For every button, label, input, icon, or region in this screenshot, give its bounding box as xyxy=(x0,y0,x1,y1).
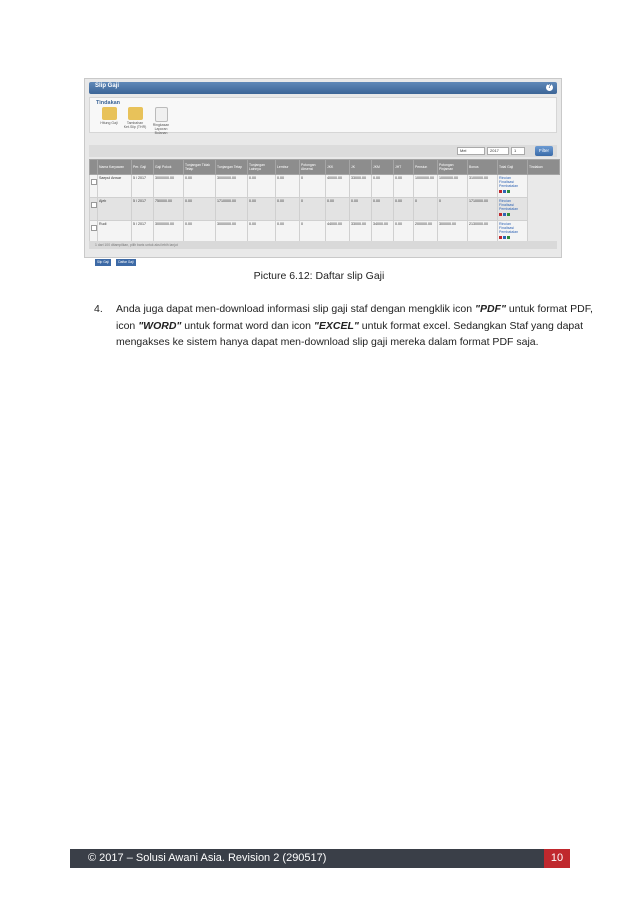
row-actions-cell xyxy=(498,175,528,198)
table-cell: 1710000.00 xyxy=(468,198,498,221)
help-icon[interactable]: ? xyxy=(547,84,552,90)
table-cell: 0.00 xyxy=(372,198,394,221)
table-cell: 0.00 xyxy=(394,221,414,244)
year-select[interactable]: 2017 xyxy=(487,147,509,155)
table-cell: 3100000.00 xyxy=(468,175,498,198)
table-cell: 3000000.00 xyxy=(216,175,248,198)
table-cell: 1000000.00 xyxy=(414,175,438,198)
tab-daftar-gaji[interactable]: Daftar Gaji xyxy=(118,260,134,264)
column-header[interactable]: Tindakan xyxy=(528,160,560,175)
row-action-link[interactable]: Rincian xyxy=(499,199,511,203)
row-action-link[interactable]: Pembatalan xyxy=(499,207,519,212)
pdf-icon[interactable] xyxy=(499,190,502,193)
excel-icon[interactable] xyxy=(507,236,510,239)
filter-toolbar xyxy=(89,145,557,157)
filter-button[interactable]: Filter xyxy=(535,146,553,156)
word-icon[interactable] xyxy=(503,236,506,239)
pdf-icon[interactable] xyxy=(499,213,502,216)
page-number: 10 xyxy=(544,849,570,868)
row-action-link[interactable]: Pembatalan xyxy=(499,184,519,189)
pdf-keyword: "PDF" xyxy=(474,303,506,315)
column-header[interactable]: Tunjangan Tidak Tetap xyxy=(184,160,216,175)
table-cell: 5 / 2017 xyxy=(132,221,154,244)
table-cell: 5 / 2017 xyxy=(132,175,154,198)
table-cell: 0 xyxy=(300,221,326,244)
word-icon[interactable] xyxy=(503,190,506,193)
column-header[interactable]: JHT xyxy=(394,160,414,175)
instruction-paragraph xyxy=(94,301,594,351)
table-cell: 0.00 xyxy=(276,175,300,198)
excel-icon[interactable] xyxy=(507,190,510,193)
figure-caption: Picture 6.12: Daftar slip Gaji xyxy=(253,270,385,282)
table-cell: 0.00 xyxy=(248,175,276,198)
row-action-link[interactable]: Finalisasi xyxy=(499,226,514,231)
table-cell: 1710000.00 xyxy=(216,198,248,221)
table-cell: 0.00 xyxy=(184,175,216,198)
row-checkbox[interactable] xyxy=(91,202,97,208)
table-cell: 300000.00 xyxy=(438,221,468,244)
panel-header xyxy=(89,82,557,94)
column-header[interactable]: Pensiun xyxy=(414,160,438,175)
row-actions-cell xyxy=(498,198,528,221)
action-ringkasan-laporan[interactable]: Ringkasan Laporan Bulanan xyxy=(148,107,174,135)
column-header[interactable] xyxy=(90,160,98,175)
table-cell: 0.00 xyxy=(372,175,394,198)
table-cell: Rudi xyxy=(98,221,132,244)
table-cell: 0.00 xyxy=(184,198,216,221)
word-keyword: "WORD" xyxy=(138,319,182,332)
table-cell: 0.00 xyxy=(276,221,300,244)
table-cell: 0 xyxy=(438,198,468,221)
document-icon xyxy=(155,107,168,122)
table-cell: 0.00 xyxy=(326,198,350,221)
folder-icon xyxy=(102,107,117,120)
column-header[interactable]: Total Gaji xyxy=(498,160,528,175)
column-header[interactable]: JKM xyxy=(372,160,394,175)
row-checkbox[interactable] xyxy=(91,225,97,231)
excel-keyword: "EXCEL" xyxy=(313,319,359,332)
table-cell: 0 xyxy=(300,175,326,198)
table-cell: 750000.00 xyxy=(154,198,184,221)
column-header[interactable]: Lembur xyxy=(276,160,300,175)
table-cell: 5 / 2017 xyxy=(132,198,154,221)
footer-copyright: © 2017 – Solusi Awani Asia. Revision 2 (290517) xyxy=(88,852,327,864)
grid-footer-note: 1 dari 100 ditampilkan, pilih baris untuk aksi lebih lanjut xyxy=(89,241,557,249)
column-header[interactable]: Bonus xyxy=(468,160,498,175)
column-header[interactable]: Nama Karyawan xyxy=(98,160,132,175)
slip-gaji-screenshot xyxy=(84,78,562,264)
pdf-icon[interactable] xyxy=(499,236,502,239)
table-cell: 33000.00 xyxy=(350,175,372,198)
table-cell: 0.00 xyxy=(394,198,414,221)
table-cell: 2130000.00 xyxy=(468,221,498,244)
column-header[interactable]: Tunjangan Tetap xyxy=(216,160,248,175)
action-hitung-gaji[interactable]: Hitung Gaji xyxy=(96,107,122,125)
salary-table xyxy=(89,159,560,244)
row-action-link[interactable]: Pembatalan xyxy=(499,230,519,235)
extra-select[interactable]: 1 xyxy=(511,147,525,155)
table-cell: 3000000.00 xyxy=(154,221,184,244)
table-cell: 3000000.00 xyxy=(216,221,248,244)
excel-icon[interactable] xyxy=(507,213,510,216)
table-cell: 0 xyxy=(414,198,438,221)
table-cell: 0.00 xyxy=(350,198,372,221)
list-number: 4. xyxy=(94,303,103,315)
row-checkbox[interactable] xyxy=(91,179,97,185)
table-cell: 0.00 xyxy=(248,221,276,244)
column-header[interactable]: Per. Gaji xyxy=(132,160,154,175)
column-header[interactable]: Potongan Pinjaman xyxy=(438,160,468,175)
row-action-link[interactable]: Finalisasi xyxy=(499,180,514,185)
table-cell: 3000000.00 xyxy=(154,175,184,198)
column-header[interactable]: Gaji Pokok xyxy=(154,160,184,175)
table-cell: 34000.00 xyxy=(372,221,394,244)
action-title: Tindakan xyxy=(96,100,121,106)
download-icons xyxy=(499,190,526,194)
table-header-row xyxy=(90,160,560,175)
column-header[interactable]: JK xyxy=(350,160,372,175)
table-cell: 0.00 xyxy=(276,198,300,221)
word-icon[interactable] xyxy=(503,213,506,216)
table-cell: 0.00 xyxy=(184,221,216,244)
panel-title: Slip Gaji xyxy=(95,83,120,89)
table-row[interactable] xyxy=(90,175,560,198)
page-footer xyxy=(70,849,570,868)
table-cell: 44000.00 xyxy=(326,221,350,244)
folder-icon xyxy=(128,107,143,120)
table-cell: 33000.00 xyxy=(350,221,372,244)
bottom-tabs xyxy=(95,250,137,264)
action-box xyxy=(89,97,557,133)
table-row[interactable] xyxy=(90,198,560,221)
table-cell: 40000.00 xyxy=(326,175,350,198)
table-cell: 0 xyxy=(300,198,326,221)
paragraph-text: Anda juga dapat men-download informasi slip gaji staf dengan mengklik icon "PDF" untuk format PDF, icon "WORD" untuk format word dan icon "EXCEL" untuk format excel. Sedangkan Staf yang dapat mengakses ke sistem hanya dapat men-download slip gaji mereka dalam format PDF saja. xyxy=(116,303,593,348)
column-header[interactable]: Potongan Absensi xyxy=(300,160,326,175)
download-icons xyxy=(499,213,526,217)
row-action-link[interactable]: Finalisasi xyxy=(499,203,514,208)
table-cell: 0.00 xyxy=(248,198,276,221)
action-tambahan-ket-slip[interactable]: Tambahan Ket.Slip (THR) xyxy=(122,107,148,129)
column-header[interactable]: JKK xyxy=(326,160,350,175)
table-cell: Ajeb xyxy=(98,198,132,221)
row-select-cell[interactable] xyxy=(90,175,98,198)
row-action-link[interactable]: Rincian xyxy=(499,222,511,226)
tab-slip-gaji[interactable]: Slip Gaji xyxy=(97,260,109,264)
row-select-cell[interactable] xyxy=(90,198,98,221)
table-cell: 1000000.00 xyxy=(438,175,468,198)
table-cell: 200000.00 xyxy=(414,221,438,244)
month-select[interactable]: Mei xyxy=(457,147,485,155)
table-cell: Saepul Anwar xyxy=(98,175,132,198)
column-header[interactable]: Tunjangan Lainnya xyxy=(248,160,276,175)
row-action-link[interactable]: Rincian xyxy=(499,176,511,180)
download-icons xyxy=(499,236,526,240)
table-cell: 0.00 xyxy=(394,175,414,198)
